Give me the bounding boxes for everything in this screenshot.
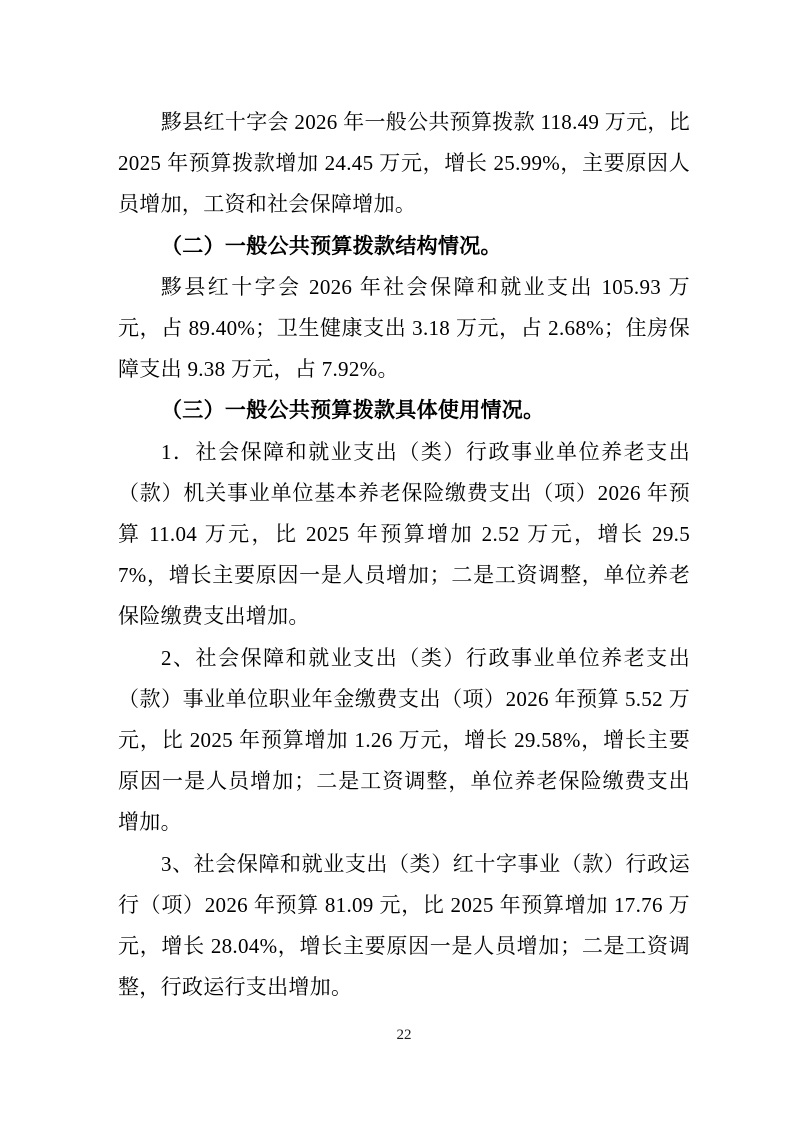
paragraph-item-3-administrative-operation: 3、社会保障和就业支出（类）红十字事业（款）行政运行（项）2026 年预算 81.09 元，比 2025 年预算增加 17.76 万元，增长 28.04%，增长主要原因一是人员增加；二是工资调整，行政运行支出增加。 bbox=[118, 851, 690, 1000]
section-heading-iii-specific-usage: （三）一般公共预算拨款具体使用情况。 bbox=[161, 398, 545, 423]
page-content bbox=[118, 102, 690, 1008]
paragraph-appropriation-structure: 黟县红十字会 2026 年社会保障和就业支出 105.93 万元，占 89.40%；卫生健康支出 3.18 万元，占 2.68%；住房保障支出 9.38 万元，占 7.92%。 bbox=[118, 274, 690, 382]
paragraph-budget-appropriation-overview: 黟县红十字会 2026 年一般公共预算拨款 118.49 万元，比 2025 年预算拨款增加 24.45 万元，增长 25.99%，主要原因人员增加，工资和社会保障增加。 bbox=[118, 110, 690, 217]
paragraph-item-1-basic-pension: 1．社会保障和就业支出（类）行政事业单位养老支出（款）机关事业单位基本养老保险缴费支出（项）2026 年预算 11.04 万元，比 2025 年预算增加 2.52 万元，增长 29.57%，增长主要原因一是人员增加；二是工资调整，单位养老保险缴费支出增加。 bbox=[118, 439, 690, 629]
page-number: 22 bbox=[396, 1027, 412, 1043]
section-heading-ii-structure: （二）一般公共预算拨款结构情况。 bbox=[161, 233, 502, 258]
paragraph-item-2-occupational-annuity: 2、社会保障和就业支出（类）行政事业单位养老支出（款）事业单位职业年金缴费支出（项）2026 年预算 5.52 万元，比 2025 年预算增加 1.26 万元，增长 29.58%，增长主要原因一是人员增加；二是工资调整，单位养老保险缴费支出增加。 bbox=[118, 645, 690, 835]
